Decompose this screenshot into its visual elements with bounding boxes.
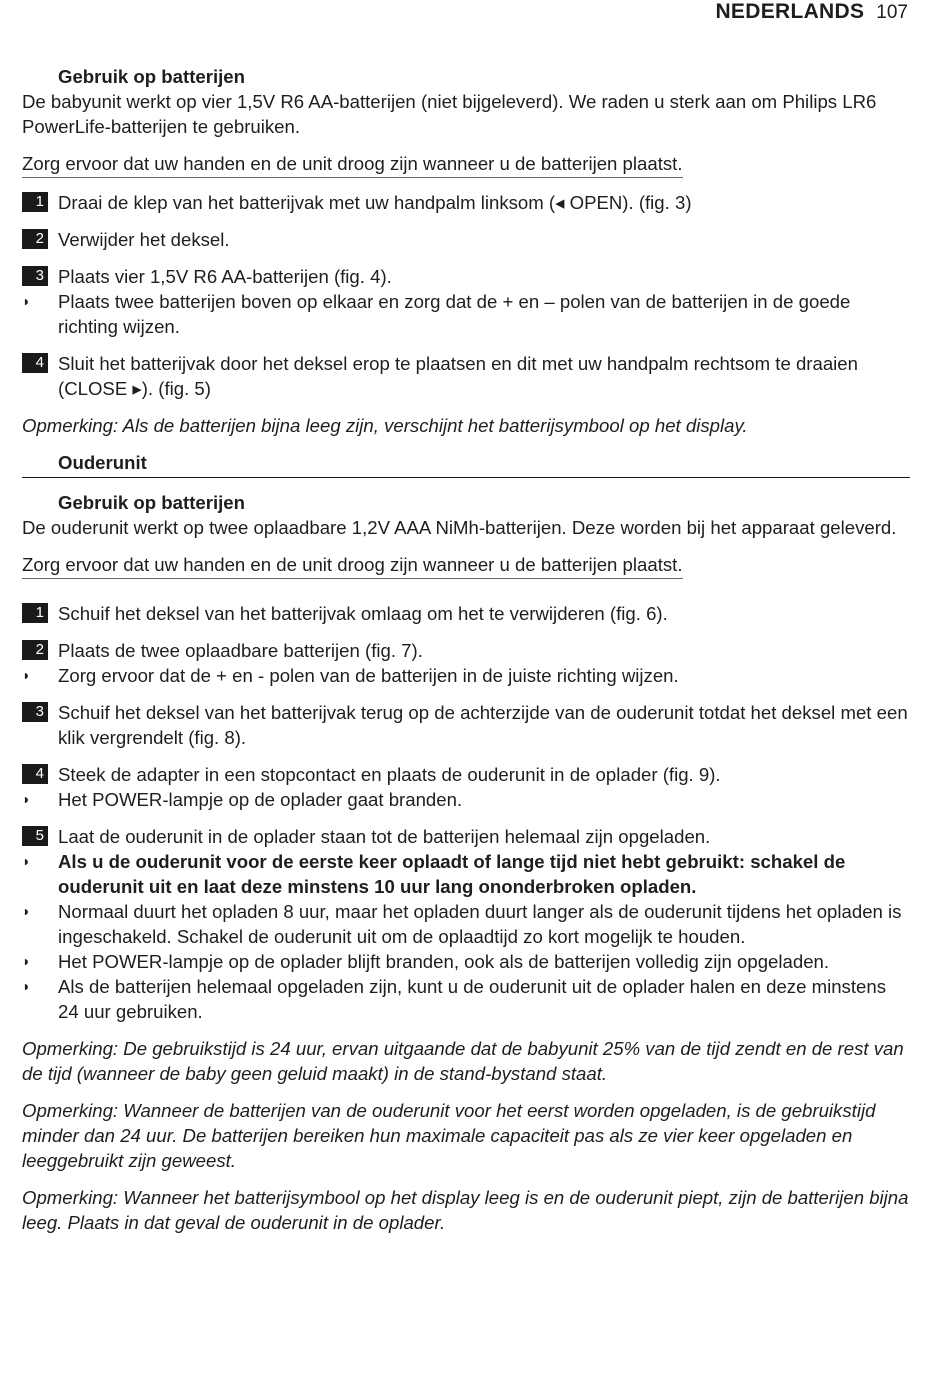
document-body: [22, 64, 910, 1235]
bullet-text: Plaats twee batterijen boven op elkaar en zorg dat de + en – polen van de batterijen in de goede richting wijzen.: [58, 291, 851, 337]
page-number: 107: [876, 2, 908, 23]
ouderunit-step: [22, 824, 910, 849]
step-number: 2: [22, 640, 48, 660]
bullet-text: Als u de ouderunit voor de eerste keer oplaadt of lange tijd niet hebt gebruikt: schakel de ouderunit uit en laat deze minstens 10 uur lang ononderbroken opladen.: [58, 851, 846, 897]
bullet-icon: ◗: [22, 978, 31, 994]
bullet-icon: ◗: [22, 667, 31, 683]
bullet-item: [22, 974, 910, 1024]
ouderunit-note: Opmerking: De gebruikstijd is 24 uur, ervan uitgaande dat de babyunit 25% van de tijd zendt en de rest van de tijd (wanneer de baby geen geluid maakt) in de stand-bystand staat.: [22, 1038, 904, 1084]
step-text: Draai de klep van het batterijvak met uw handpalm linksom (◂ OPEN). (fig. 3): [58, 192, 692, 213]
babyunit-step: [22, 264, 910, 289]
step-number: 2: [22, 229, 48, 249]
ouderunit-note: Opmerking: Wanneer het batterijsymbool op het display leeg is en de ouderunit piept, zijn de batterijen bijna leeg. Plaats in dat geval de ouderunit in de oplader.: [22, 1187, 909, 1233]
step-text: Verwijder het deksel.: [58, 229, 230, 250]
ouderunit-intro: De ouderunit werkt op twee oplaadbare 1,2V AAA NiMh-batterijen. Deze worden bij het apparaat geleverd.: [22, 517, 897, 538]
bullet-item: [22, 949, 910, 974]
step-text: Plaats vier 1,5V R6 AA-batterijen (fig. 4).: [58, 266, 392, 287]
babyunit-step: [22, 190, 910, 215]
babyunit-heading: Gebruik op batterijen: [58, 66, 245, 87]
step-number: 5: [22, 826, 48, 846]
bullet-text: Normaal duurt het opladen 8 uur, maar het opladen duurt langer als de ouderunit tijdens het opladen is ingeschakeld. Schakel de ouderunit uit om de oplaadtijd zo kort mogelijk te houden.: [58, 901, 902, 947]
step-number: 3: [22, 702, 48, 722]
babyunit-step: [22, 227, 910, 252]
step-text: Sluit het batterijvak door het deksel erop te plaatsen en dit met uw handpalm rechtsom te draaien (CLOSE ▸). (fig. 5): [58, 353, 858, 399]
step-text: Steek de adapter in een stopcontact en plaats de ouderunit in de oplader (fig. 9).: [58, 764, 721, 785]
bullet-item: [22, 289, 910, 339]
ouderunit-step: [22, 638, 910, 663]
ouderunit-heading: Gebruik op batterijen: [58, 492, 245, 513]
babyunit-step: [22, 351, 910, 401]
babyunit-warning: Zorg ervoor dat uw handen en de unit droog zijn wanneer u de batterijen plaatst.: [22, 152, 683, 178]
ouderunit-section-title: Ouderunit: [22, 450, 910, 478]
ouderunit-step: [22, 601, 910, 626]
step-text: Plaats de twee oplaadbare batterijen (fig. 7).: [58, 640, 423, 661]
bullet-text: Het POWER-lampje op de oplader gaat branden.: [58, 789, 463, 810]
step-number: 1: [22, 192, 48, 212]
page-header: [715, 0, 908, 30]
bullet-icon: ◗: [22, 953, 31, 969]
bullet-icon: ◗: [22, 791, 31, 807]
step-text: Laat de ouderunit in de oplader staan tot de batterijen helemaal zijn opgeladen.: [58, 826, 711, 847]
bullet-item: [22, 663, 910, 688]
language-label: NEDERLANDS: [715, 0, 865, 23]
babyunit-note: Opmerking: Als de batterijen bijna leeg zijn, verschijnt het batterijsymbool op het display.: [22, 415, 748, 436]
bullet-item: [22, 899, 910, 949]
bullet-icon: ◗: [22, 293, 31, 309]
ouderunit-step: [22, 762, 910, 787]
bullet-icon: ◗: [22, 853, 31, 869]
step-number: 1: [22, 603, 48, 623]
step-text: Schuif het deksel van het batterijvak omlaag om het te verwijderen (fig. 6).: [58, 603, 668, 624]
ouderunit-step: [22, 700, 910, 750]
bullet-item: [22, 787, 910, 812]
bullet-item: [22, 849, 910, 899]
step-text: Schuif het deksel van het batterijvak terug op de achterzijde van de ouderunit totdat het deksel met een klik vergrendelt (fig. 8).: [58, 702, 908, 748]
step-number: 3: [22, 266, 48, 286]
ouderunit-note: Opmerking: Wanneer de batterijen van de ouderunit voor het eerst worden opgeladen, is de gebruikstijd minder dan 24 uur. De batterijen bereiken hun maximale capaciteit pas als ze vier keer opgeladen en leeggebruikt zijn geweest.: [22, 1100, 876, 1171]
babyunit-intro: De babyunit werkt op vier 1,5V R6 AA-batterijen (niet bijgeleverd). We raden u sterk aan om Philips LR6 PowerLife-batterijen te gebruiken.: [22, 91, 877, 137]
bullet-text: Zorg ervoor dat de + en - polen van de batterijen in de juiste richting wijzen.: [58, 665, 679, 686]
bullet-text: Het POWER-lampje op de oplader blijft branden, ook als de batterijen volledig zijn opgeladen.: [58, 951, 830, 972]
ouderunit-warning: Zorg ervoor dat uw handen en de unit droog zijn wanneer u de batterijen plaatst.: [22, 553, 683, 579]
bullet-icon: ◗: [22, 903, 31, 919]
bullet-text: Als de batterijen helemaal opgeladen zijn, kunt u de ouderunit uit de oplader halen en deze minstens 24 uur gebruiken.: [58, 976, 886, 1022]
step-number: 4: [22, 764, 48, 784]
step-number: 4: [22, 353, 48, 373]
